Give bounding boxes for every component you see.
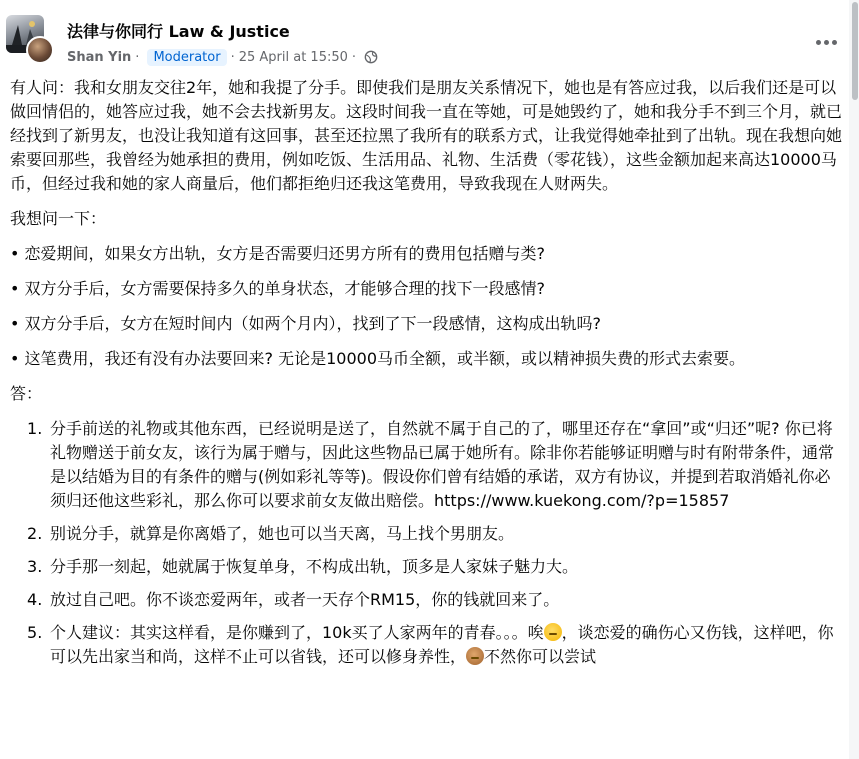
question-item: • 恋爱期间，如果女方出轨，女方是否需要归还男方所有的费用包括赠与类? — [10, 244, 546, 263]
post-content — [10, 76, 846, 678]
answer-item: 别说分手，就算是你离婚了，她也可以当天离，马上找个男朋友。 — [50, 524, 515, 543]
answer-list — [10, 417, 846, 669]
question-item: • 双方分手后，女方在短时间内（如两个月内），找到了下一段感情，这构成出轨吗? — [10, 314, 602, 333]
author-avatar[interactable] — [26, 36, 54, 64]
question-item: • 这笔费用，我还有没有办法要回来? 无论是10000马币全额，或半额，或以精神损失费的形式去索要。 — [10, 349, 746, 368]
monk-emoji-icon — [466, 647, 484, 665]
answer-label: 答： — [10, 384, 43, 403]
answer-item: 放过自己吧。你不谈恋爱两年，或者一天存个RM15，你的钱就回来了。 — [50, 590, 560, 609]
answer-item: 分手前送的礼物或其他东西，已经说明是送了，自然就不属于自己的了，哪里还存在“拿回”或“归还”呢? 你已将礼物赠送于前女友，该行为属于赠与，因此这些物品已属于她所有。除非你若能够证明赠与时有附带条件，通常是以结婚为目的有条件的赠与(例如彩礼等等)。假设你们曾有结婚的承诺，双方有协议，并提到若取消婚礼你必须归还他这些彩礼，那么你可以要求前女友做出赔偿。https://www.kuekong.com/?p=15857 — [50, 419, 835, 510]
post-meta — [67, 46, 378, 68]
more-options-button[interactable] — [808, 28, 844, 56]
question-paragraph: 有人问：我和女朋友交往2年，她和我提了分手。即使我们是朋友关系情况下，她也是有答应过我，以后我们还是可以做回情侣的，她答应过我，她不会去找新男友。这段时间我一直在等她，可是她毁约了，她和我分手不到三个月，就已经找到了新男友，也没让我知道有这回事，甚至还拉黑了我所有的联系方式，让我觉得她牵扯到了出轨。现在我想向她索要回那些，我曾经为她承担的费用，例如吃饭、生活用品、礼物、生活费（零花钱），这些金额加起来高达10000马币，但经过我和她的家人商量后，他们都拒绝归还我这笔费用，导致我现在人财两失。 — [10, 78, 843, 193]
more-horizontal-icon — [816, 40, 821, 45]
post-timestamp-link[interactable]: 25 April at 15:50 — [238, 49, 348, 65]
ask-intro: 我想问一下： — [10, 209, 107, 228]
answer-text: 不然你可以尝试 — [484, 647, 597, 666]
meta-separator: · — [135, 49, 140, 65]
globe-icon[interactable] — [364, 50, 378, 64]
answer-item — [50, 621, 846, 669]
group-name-link[interactable]: 法律与你同行 Law & Justice — [67, 22, 290, 41]
post-header — [0, 0, 848, 70]
answer-text: 个人建议：其实这样看，是你赚到了，10k买了人家两年的青春。。。唉 — [50, 623, 544, 642]
meta-separator: · — [230, 49, 235, 65]
moderator-badge: Moderator — [147, 49, 226, 66]
relieved-face-emoji-icon — [544, 623, 562, 641]
author-name-link[interactable]: Shan Yin — [67, 49, 132, 65]
answer-item: 分手那一刻起，她就属于恢复单身，不构成出轨，顶多是人家妹子魅力大。 — [50, 557, 579, 576]
scrollbar-track[interactable] — [849, 0, 859, 759]
meta-separator: · — [351, 49, 357, 65]
question-item: • 双方分手后，女方需要保持多久的单身状态，才能够合理的找下一段感情? — [10, 279, 546, 298]
scrollbar-thumb[interactable] — [852, 2, 858, 100]
answer-text: ，谈恋爱的确伤心又伤钱，这样吧，你可以先出家当和尚，这样不止可以省钱，还可以修身养性， — [50, 623, 834, 666]
